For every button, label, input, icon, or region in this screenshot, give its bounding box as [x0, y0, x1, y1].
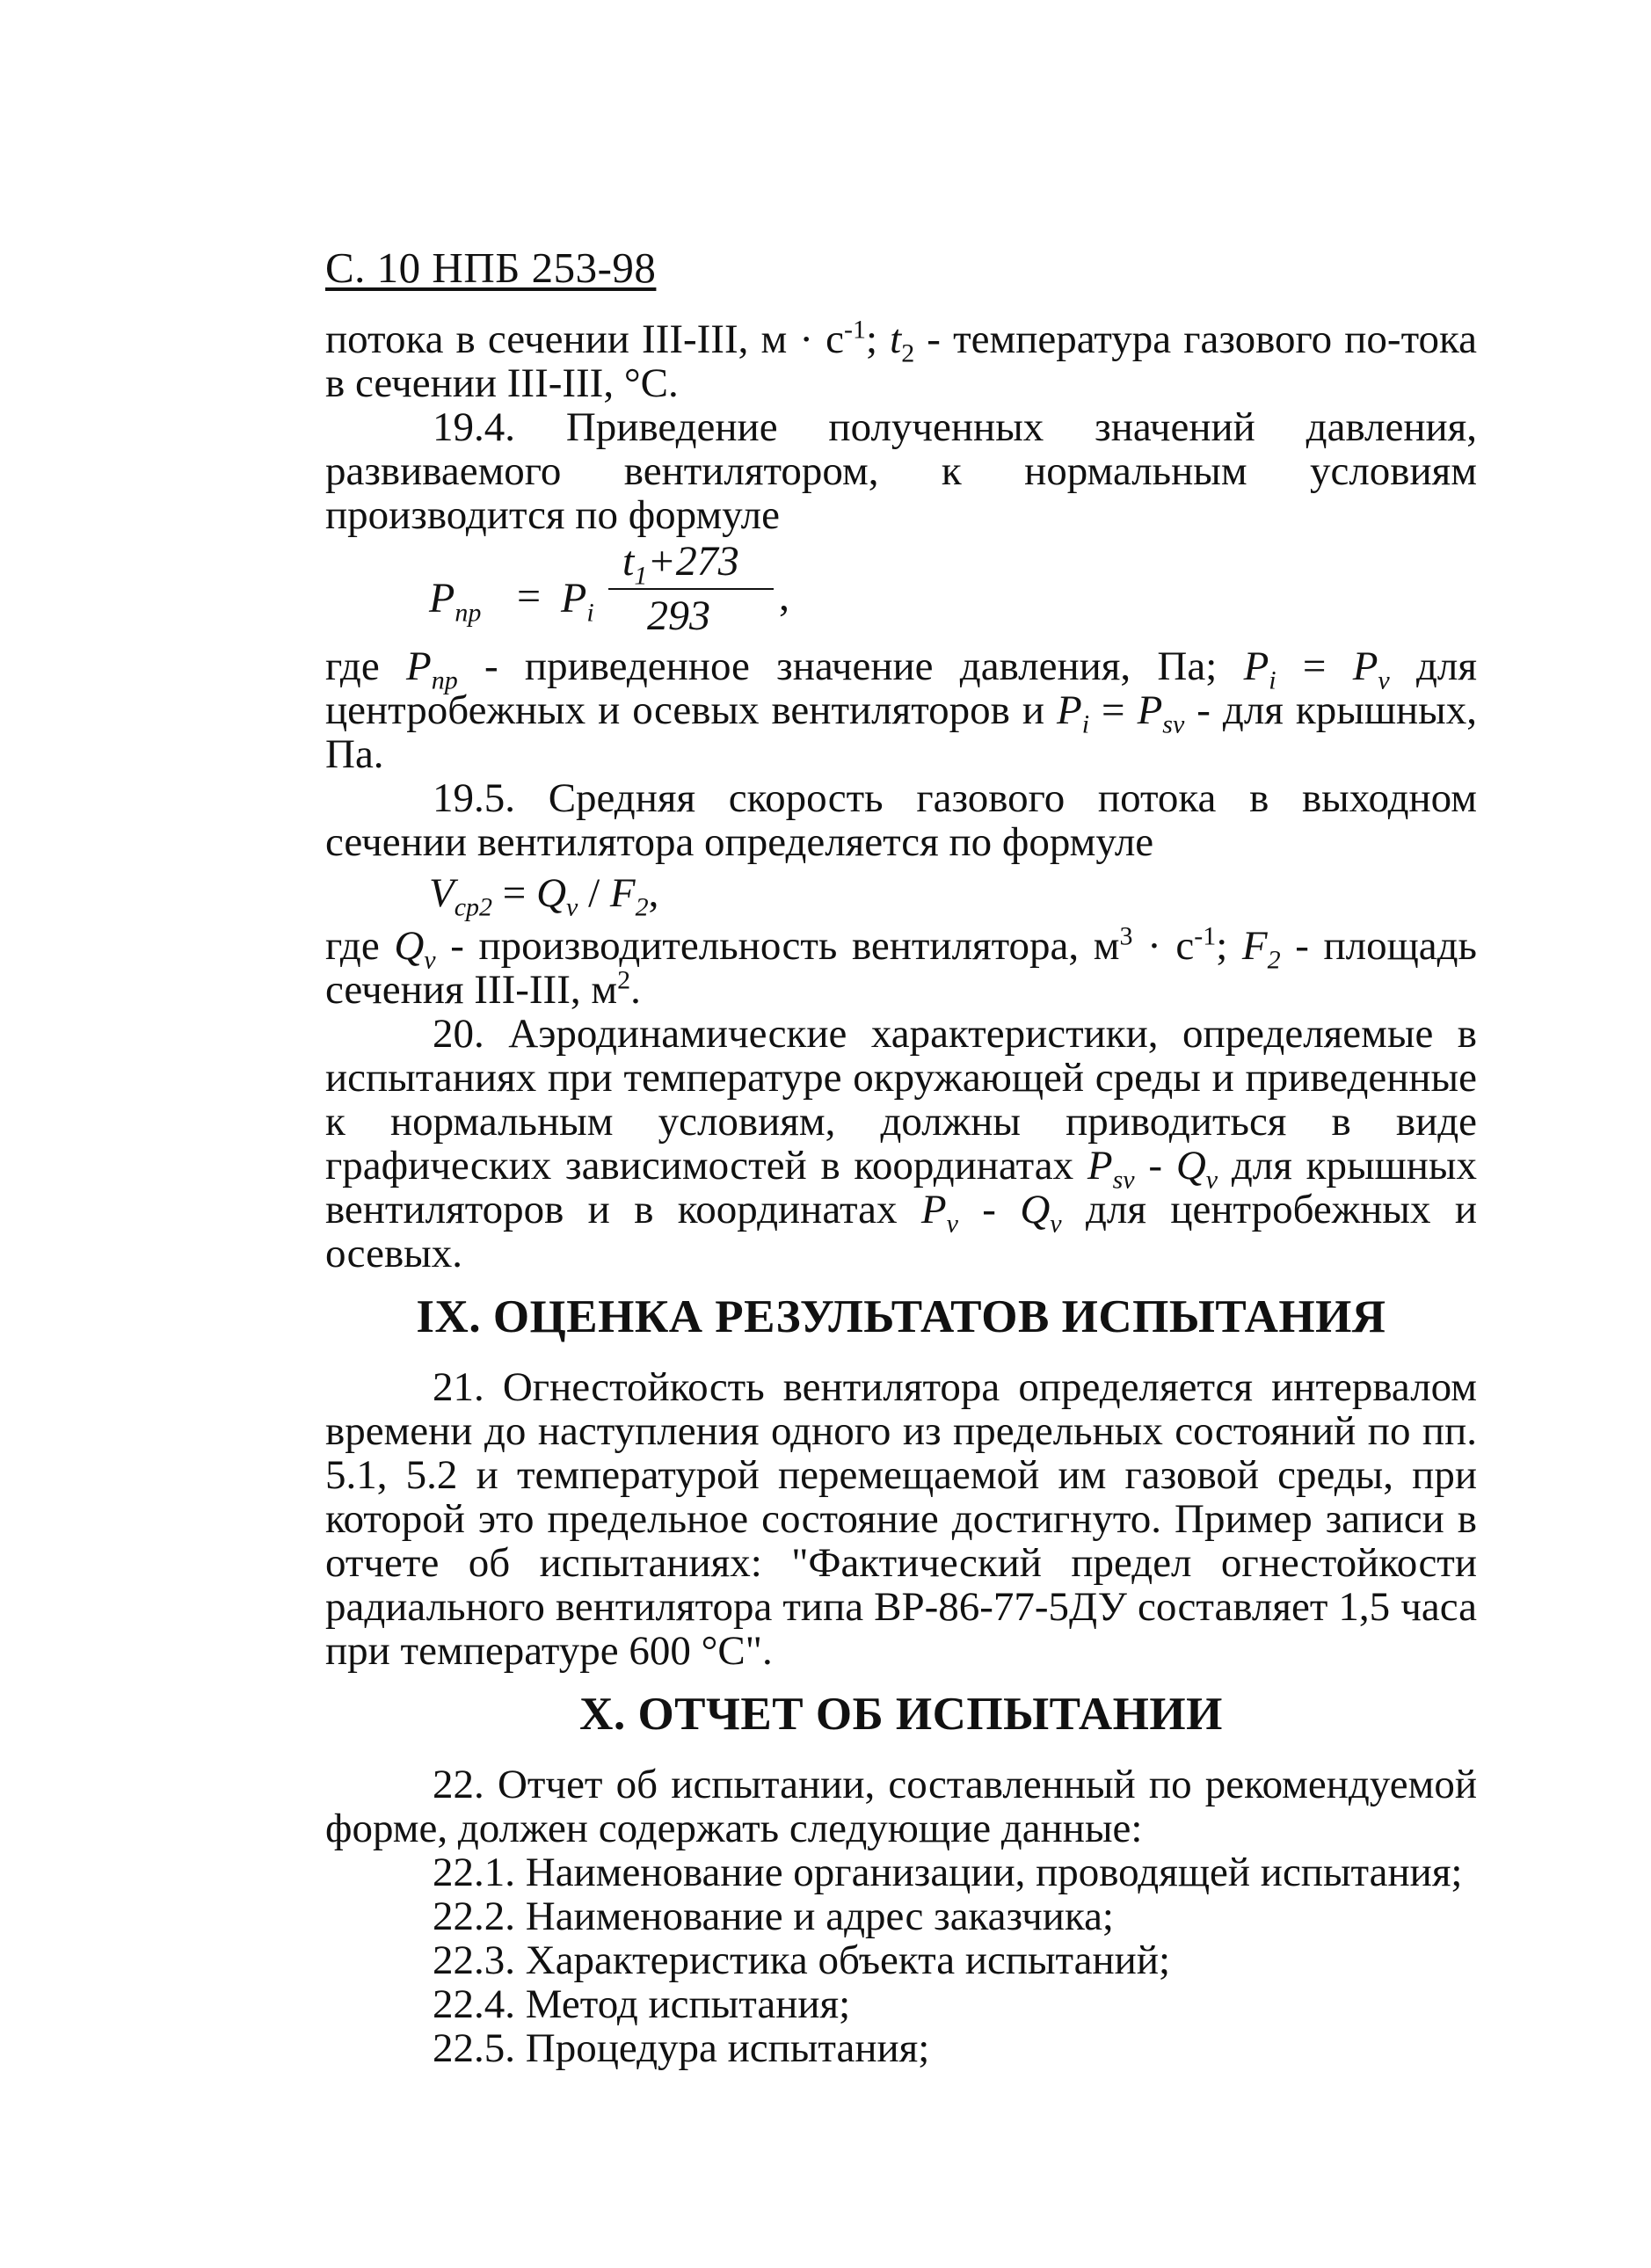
- section-heading-10: X. ОТЧЕТ ОБ ИСПЫТАНИИ: [579, 1689, 1223, 1740]
- paragraph-22: 22. Отчет об испытании, составленный по рекомендуемой форме, должен содержать следующие данные:: [325, 1762, 1477, 1851]
- formula-pressure: $P_{np}$ = $P_i$ $t_1+273$ 293 ,: [429, 538, 789, 639]
- paragraph-19-5: 19.5. Средняя скорость газового потока в выходном сечении вентилятора определяется по формуле: [325, 775, 1477, 865]
- formula-velocity: $V_{cp2} = Q_v / F_2$,: [429, 870, 659, 922]
- paragraph-20: 20. Аэродинамические характеристики, определяемые в испытаниях при температуре окружающей среды и приведенные к нормальным условиям, должны приводиться в виде графических зависимостей в координатах $P_{sv} - Q_v$ для крышных вентиляторов и в координатах $P_v - Q_v$ для центробежных и осевых.: [325, 1011, 1478, 1276]
- paragraph-continuation: потока в сечении III-III, $м \cdot с^{-1}$; $t_2$ - температура газового по-тока в сечении III-III, °С.: [325, 315, 1477, 406]
- section-heading-9: IX. ОЦЕНКА РЕЗУЛЬТАТОВ ИСПЫТАНИЯ: [416, 1291, 1386, 1342]
- list-item: 22.4. Метод испытания;: [433, 1981, 851, 2027]
- list-item: 22.5. Процедура испытания;: [433, 2025, 930, 2071]
- paragraph-19-4: 19.4. Приведение полученных значений давления, развиваемого вентилятором, к нормальным условиям производится по формуле: [325, 404, 1477, 538]
- formula-velocity-explanation: где $Q_v$ - производительность вентилятора, $м^3 \cdot с^{-1}$; $F_2$ - площадь сечения III-III, $м^2$.: [325, 921, 1477, 1013]
- document-page: [325, 242, 1477, 2070]
- list-item: 22.1. Наименование организации, проводящей испытания;: [433, 1850, 1463, 1895]
- paragraph-21: 21. Огнестойкость вентилятора определяется интервалом времени до наступления одного из предельных состояний по пп. 5.1, 5.2 и температурой перемещаемой им газовой среды, при которой это предельное состояние достигнуто. Пример записи в отчете об испытаниях: "Фактический предел огнестойкости радиального вентилятора типа ВР-86-77-5ДУ составляет 1,5 часа при температуре 600 °С".: [325, 1364, 1477, 1674]
- formula-pressure-explanation: где $P_{np}$ - приведенное значение давления, Па; $P_i = P_v$ для центробежных и осевых вентиляторов и $P_i = P_{sv}$ - для крышных, Па.: [325, 643, 1477, 777]
- list-item: 22.2. Наименование и адрес заказчика;: [433, 1894, 1114, 1939]
- list-item: 22.3. Характеристика объекта испытаний;: [433, 1937, 1171, 1983]
- page-header: С. 10 НПБ 253-98: [325, 244, 657, 292]
